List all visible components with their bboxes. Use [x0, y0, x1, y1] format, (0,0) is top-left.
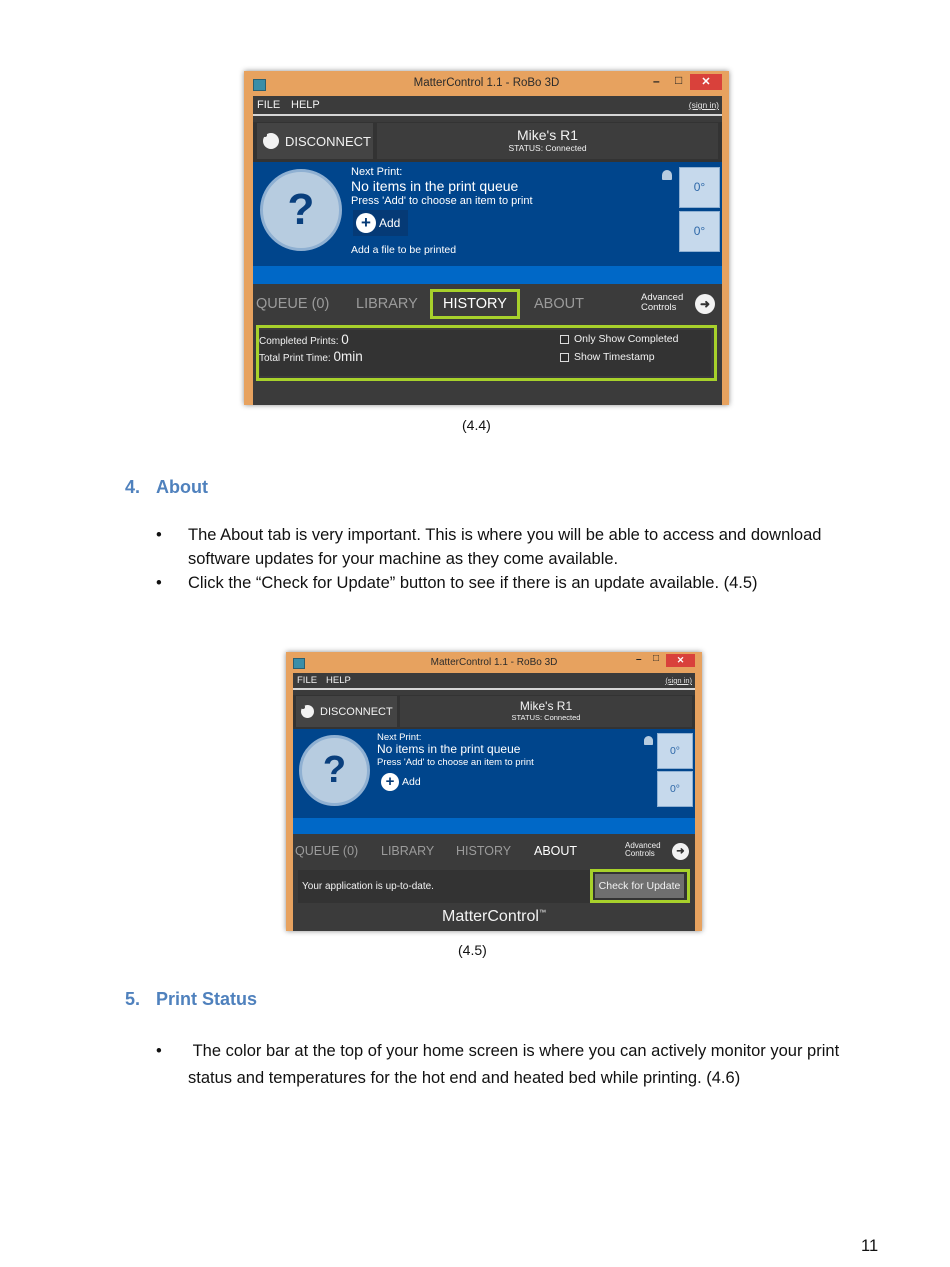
bullet-text: The About tab is very important. This is where you will be able to access and download software updates for your machine as they come available.: [188, 526, 822, 568]
check-for-update-highlight: [590, 869, 690, 903]
window-titlebar: [244, 71, 729, 96]
tab-history[interactable]: HISTORY: [456, 844, 512, 858]
menu-help[interactable]: HELP: [326, 675, 351, 686]
tab-about[interactable]: ABOUT: [534, 296, 584, 312]
next-print-label: Next Print:: [377, 732, 422, 743]
maximize-icon[interactable]: □: [653, 653, 660, 664]
bullet-item: [156, 571, 878, 595]
maximize-icon[interactable]: □: [675, 73, 683, 87]
check-for-update-button[interactable]: Check for Update: [595, 874, 684, 898]
add-button[interactable]: [379, 771, 426, 793]
advanced-line-2: Controls: [625, 849, 655, 859]
menu-bar: [253, 96, 722, 116]
advanced-line-1: Advanced: [625, 841, 661, 850]
bell-icon[interactable]: [644, 736, 653, 745]
sign-in-link[interactable]: (sign in): [688, 100, 719, 110]
section-4-number: 4.: [125, 477, 141, 497]
screenshot-history-tab: [244, 71, 729, 405]
section-5-heading: [125, 989, 258, 1010]
section-5-bullets: [156, 1038, 868, 1092]
queue-empty-message: No items in the print queue: [377, 742, 521, 756]
bullet-text: Click the “Check for Update” button to see if there is an update available. (4.5): [188, 574, 758, 592]
printer-status: STATUS: Connected: [508, 143, 587, 153]
connection-bar: [253, 122, 722, 162]
app-body: [293, 673, 695, 931]
main-tabs: [293, 834, 695, 868]
queue-hint: Press 'Add' to choose an item to print: [377, 757, 534, 768]
advanced-line-1: Advanced: [641, 292, 684, 303]
window-title: MatterControl 1.1 - RoBo 3D: [430, 657, 558, 668]
section-5-number: 5.: [125, 989, 141, 1009]
add-label: Add: [402, 776, 421, 788]
screenshot-about-tab: [286, 652, 702, 931]
bed-temp[interactable]: 0°: [679, 211, 720, 252]
figure-caption-4-4: (4.4): [462, 417, 491, 433]
total-print-time-value: 0min: [333, 349, 363, 364]
advanced-controls-label[interactable]: [625, 842, 661, 859]
disconnect-label: DISCONNECT: [285, 133, 371, 149]
hotend-temp[interactable]: 0°: [679, 167, 720, 208]
tab-library[interactable]: LIBRARY: [381, 844, 435, 858]
about-panel: [293, 868, 695, 931]
section-4-heading: [125, 477, 208, 498]
queue-hint: Press 'Add' to choose an item to print: [351, 195, 533, 207]
bullet-item: [156, 523, 878, 571]
bullet-dot: •: [156, 574, 162, 592]
printer-info[interactable]: [377, 123, 718, 159]
advanced-controls-arrow-icon[interactable]: ➜: [695, 294, 715, 314]
advanced-line-2: Controls: [641, 301, 677, 313]
print-status-panel: [293, 729, 695, 818]
total-print-time-label: Total Print Time:: [259, 353, 331, 364]
add-button[interactable]: [353, 210, 408, 236]
history-tab-highlight: [430, 289, 520, 319]
close-icon[interactable]: ✕: [666, 654, 695, 667]
tab-library[interactable]: LIBRARY: [356, 296, 418, 312]
only-show-completed-label: Only Show Completed: [574, 333, 679, 345]
disconnect-button[interactable]: [257, 123, 373, 159]
window-titlebar: [286, 652, 702, 673]
trademark-symbol: ™: [538, 909, 546, 917]
queue-empty-message: No items in the print queue: [351, 178, 519, 194]
menu-bar: [293, 673, 695, 690]
completed-prints-value: 0: [341, 332, 349, 347]
print-status-panel: [253, 162, 722, 266]
close-icon[interactable]: ✕: [690, 74, 722, 90]
disconnect-button[interactable]: [296, 696, 397, 727]
completed-prints-label: Completed Prints:: [259, 336, 339, 347]
part-preview-placeholder: ?: [260, 169, 342, 251]
connection-bar: [293, 695, 695, 729]
next-print-label: Next Print:: [351, 166, 403, 178]
tab-queue[interactable]: QUEUE (0): [256, 296, 330, 312]
hotend-temp[interactable]: 0°: [657, 733, 693, 769]
power-icon: [301, 705, 314, 718]
disconnect-label: DISCONNECT: [320, 705, 393, 718]
power-icon: [263, 133, 279, 149]
printer-name: Mike's R1: [519, 699, 573, 713]
window-title: MatterControl 1.1 - RoBo 3D: [413, 77, 560, 89]
plus-icon: +: [381, 773, 399, 791]
section-4-title: About: [156, 477, 208, 497]
minimize-icon[interactable]: –: [636, 654, 642, 665]
bullet-dot: •: [156, 1042, 162, 1060]
app-body: [253, 96, 722, 405]
figure-caption-4-5: (4.5): [458, 942, 487, 958]
history-panel: [253, 324, 722, 388]
bed-temp[interactable]: 0°: [657, 771, 693, 807]
menu-help[interactable]: HELP: [291, 99, 320, 111]
bell-icon[interactable]: [662, 170, 672, 180]
plus-icon: +: [356, 213, 376, 233]
history-panel-highlight: [256, 325, 717, 381]
advanced-controls-arrow-icon[interactable]: ➜: [672, 843, 689, 860]
bullet-item: [156, 1038, 868, 1092]
page-number: 11: [861, 1237, 879, 1255]
tab-queue[interactable]: QUEUE (0): [295, 844, 359, 858]
matter-control-brand: [293, 908, 695, 926]
menu-file[interactable]: FILE: [297, 675, 318, 686]
status-color-bar: [293, 818, 695, 834]
printer-info[interactable]: [400, 696, 692, 727]
printer-name: Mike's R1: [516, 127, 579, 143]
show-timestamp-label: Show Timestamp: [574, 351, 655, 363]
section-4-bullets: [156, 523, 878, 595]
tab-about[interactable]: ABOUT: [534, 844, 578, 858]
minimize-icon[interactable]: –: [653, 74, 660, 88]
bullet-text: The color bar at the top of your home screen is where you can actively monitor your print status and temperatures for the hot end and heated bed while printing. (4.6): [188, 1042, 844, 1087]
advanced-controls-label[interactable]: [641, 293, 683, 313]
add-hint: Add a file to be printed: [351, 244, 457, 256]
section-5-title: Print Status: [156, 989, 258, 1009]
add-label: Add: [379, 216, 401, 230]
bullet-dot: •: [156, 526, 162, 544]
status-color-bar: [253, 266, 722, 284]
sign-in-link[interactable]: (sign in): [665, 676, 692, 685]
menu-file[interactable]: FILE: [257, 99, 281, 111]
tab-history[interactable]: HISTORY: [443, 296, 507, 312]
printer-status: STATUS: Connected: [511, 713, 581, 722]
update-status-text: Your application is up-to-date.: [302, 881, 434, 892]
brand-name: MatterControl: [442, 908, 539, 925]
part-preview-placeholder: ?: [299, 735, 370, 806]
